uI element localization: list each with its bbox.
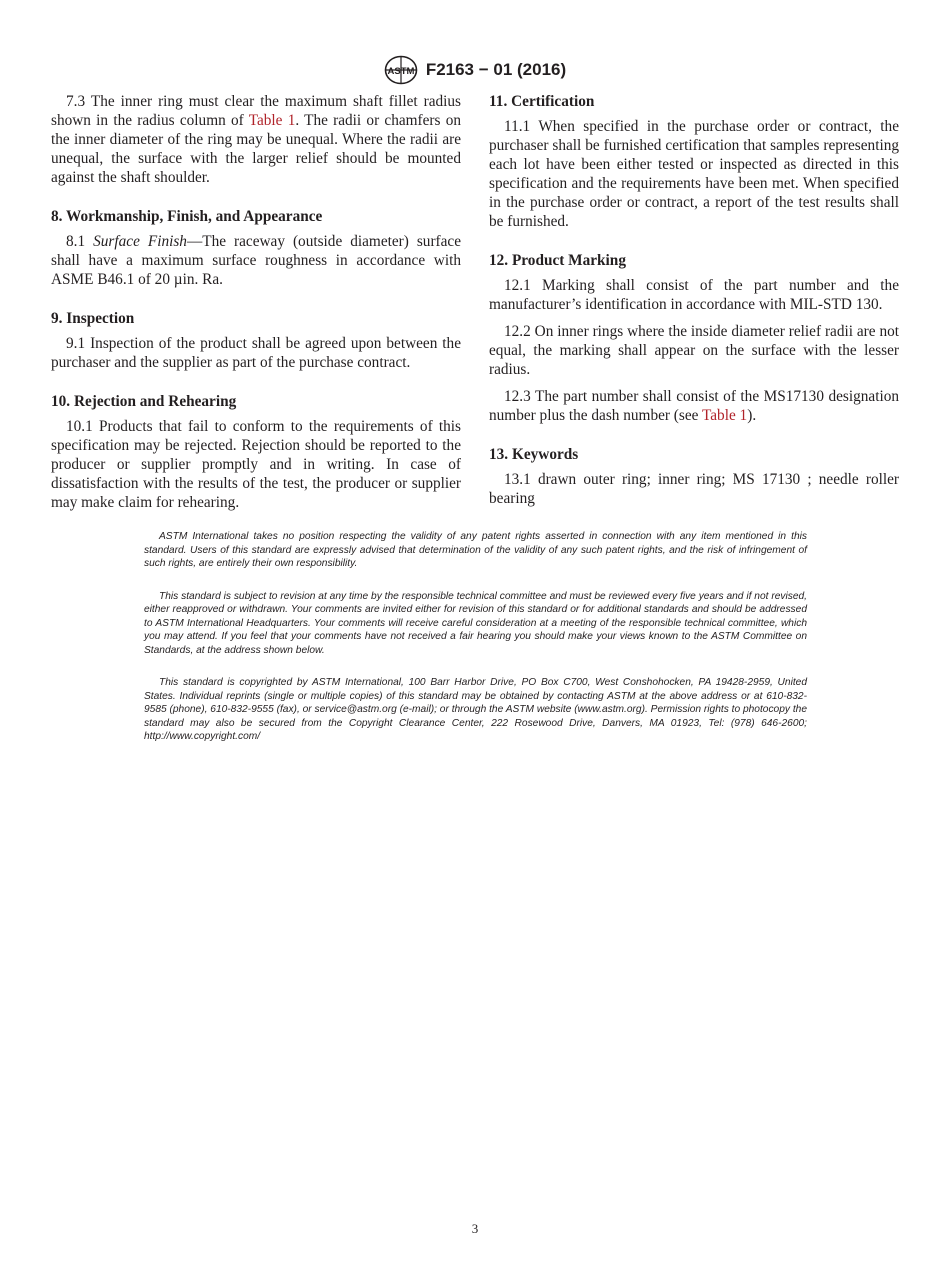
page-number: 3 [471,1221,479,1236]
copyright-notice: This standard is copyrighted by ASTM International, 100 Barr Harbor Drive, PO Box C700, West Conshohocken, PA 19428-2959, United States. Individual reprints (single or multiple copies) of this standard may be obtained by contacting ASTM at the above address or at 610-832-9585 (phone), 610-832-9555 (fax), or service@astm.org (e-mail); or through the ASTM website (www.astm.org). Permission rights to photocopy the standard may also be secured from the Copyright Clearance Center, 222 Rosewood Drive, Danvers, MA 01923, Tel: (978) 646-2600; http://www.copyright.com/ [144,677,807,742]
paragraph-11-1: 11.1 When specified in the purchase order or contract, the purchaser shall be furnished certification that samples representing each lot have been either tested or inspected as directed in this specification and the requirements have been met. When specified in the purchase order or contract, a report of the test results shall be furnished. [489,118,899,230]
section-13-heading: 13. Keywords [489,446,579,463]
logo-text: ASTM [387,66,415,77]
section-9-heading: 9. Inspection [51,310,135,327]
page-header [0,55,950,85]
revision-notice: This standard is subject to revision at any time by the responsible technical committee and must be reviewed every five years and if not revised, either reapproved or withdrawn. Your comments are invited either for revision of this standard or for additional standards and should be addressed to ASTM International Headquarters. Your comments will receive careful consideration at a meeting of the responsible technical committee, which you may attend. If you feel that your comments have not received a fair hearing you should make your views known to the ASTM Committee on Standards, at the address shown below. [144,590,807,656]
table-1-link[interactable]: Table 1 [248,112,296,129]
surface-finish-term: Surface Finish [93,233,187,250]
section-10-heading: 10. Rejection and Rehearing [51,393,237,410]
paragraph-7-3: 7.3 The inner ring must clear the maximum shaft fillet radius shown in the radius column of Table 1. The radii or chamfers on the inner diameter of the ring may be unequal. Where the radii are unequal, the surface with the larger relief should be mounted against the shaft shoulder. [51,93,461,186]
paragraph-10-1: 10.1 Products that fail to conform to the requirements of this specification may be rejected. Rejection should be reported to the producer or supplier promptly and in writing. In case of dissatisfaction with the results of the test, the producer or supplier may make claim for rehearing. [51,418,461,511]
legal-notes [144,530,807,763]
paragraph-12-1: 12.1 Marking shall consist of the part number and the manufacturer’s identification in accordance with MIL-STD 130. [489,277,899,313]
paragraph-13-1: 13.1 drawn outer ring; inner ring; MS 17130 ; needle roller bearing [489,471,899,507]
paragraph-9-1: 9.1 Inspection of the product shall be agreed upon between the purchaser and the supplier as part of the purchase contract. [51,335,461,371]
astm-logo-icon [384,55,418,85]
section-11-heading: 11. Certification [489,93,595,110]
document-designation: F2163 − 01 (2016) [425,60,567,79]
patent-notice: ASTM International takes no position respecting the validity of any patent rights asserted in connection with any item mentioned in this standard. Users of this standard are expressly advised that determination of the validity of any such patent rights, and the risk of infringement of such rights, are entirely their own responsibility. [144,531,807,569]
paragraph-12-3: 12.3 The part number shall consist of the MS17130 designation number plus the dash number (see Table 1). [489,388,899,424]
right-column [489,92,899,516]
left-column [51,92,461,520]
paragraph-8-1: 8.1 Surface Finish—The raceway (outside diameter) surface shall have a maximum surface roughness in accordance with ASME B46.1 of 20 µin. Ra. [51,233,461,288]
table-1-link[interactable]: Table 1 [701,407,748,424]
section-8-heading: 8. Workmanship, Finish, and Appearance [51,208,323,225]
section-12-heading: 12. Product Marking [489,252,626,269]
paragraph-12-2: 12.2 On inner rings where the inside diameter relief radii are not equal, the marking shall appear on the surface with the lesser radius. [489,323,899,378]
